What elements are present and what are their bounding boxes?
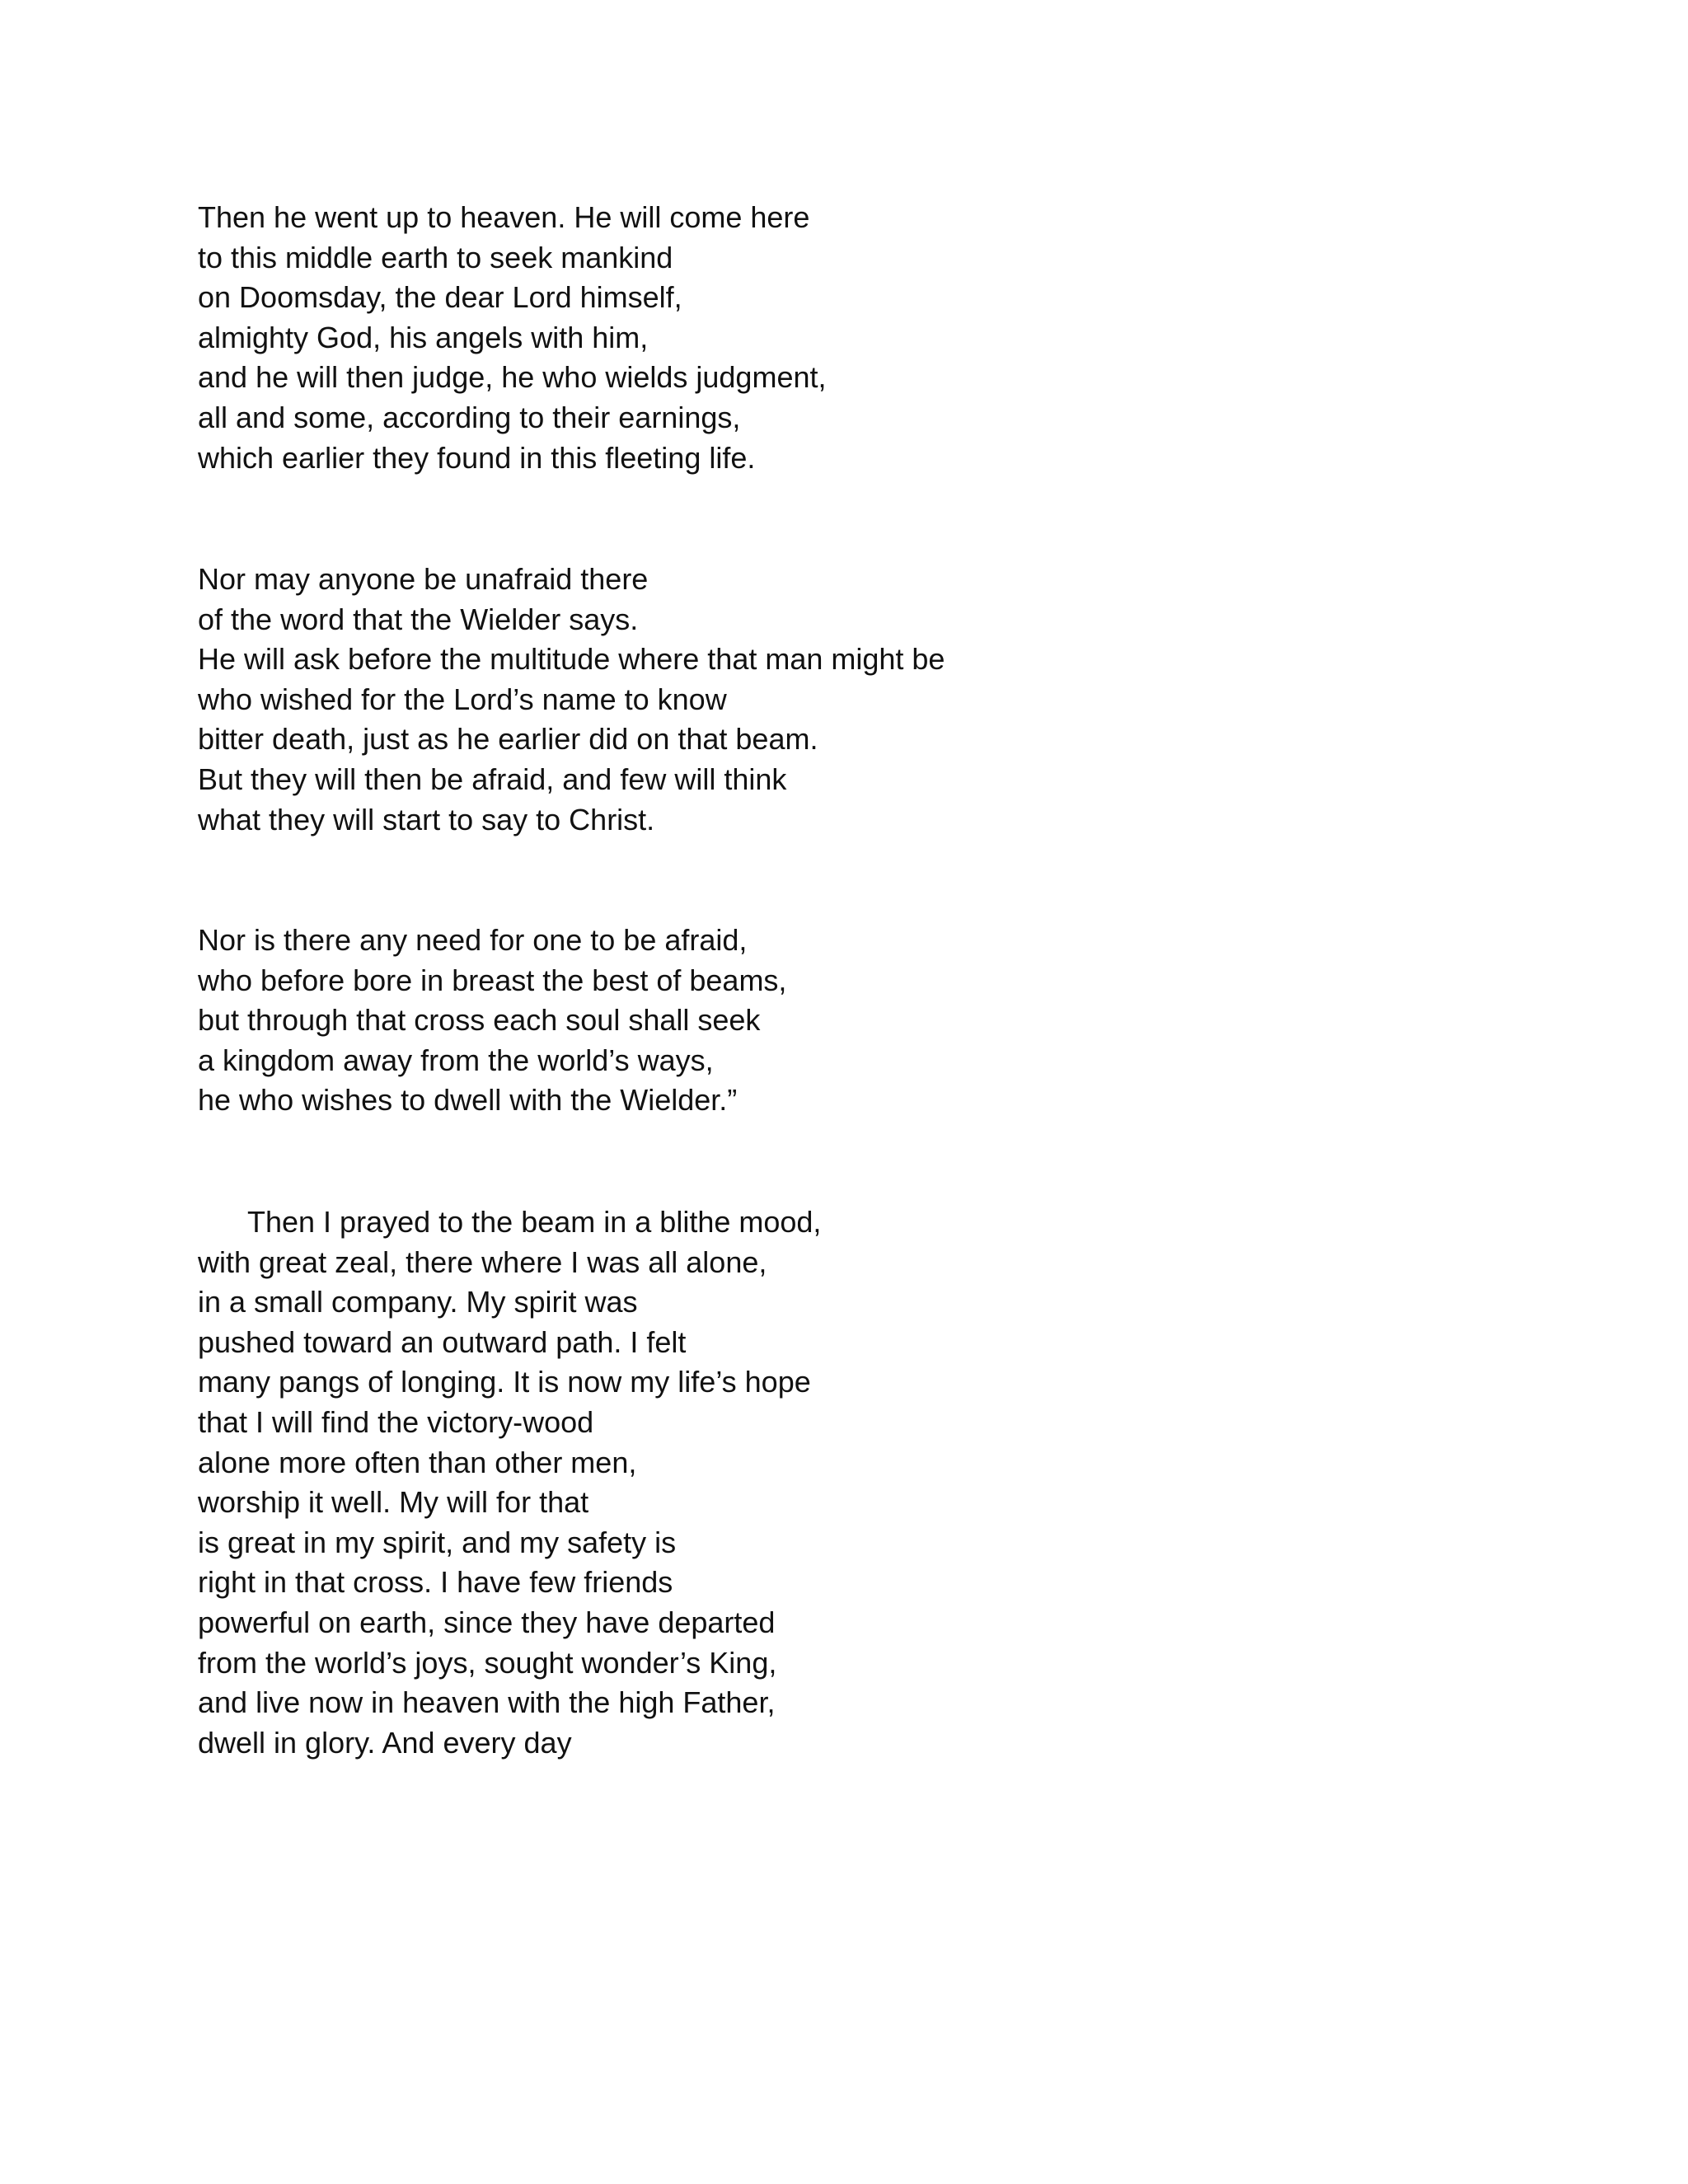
poem-line: pushed toward an outward path. I felt <box>198 1324 687 1359</box>
poem-line: who before bore in breast the best of beams, <box>198 963 787 997</box>
poem-line: many pangs of longing. It is now my life’s hope <box>198 1365 811 1399</box>
poem-line: that I will find the victory-wood <box>198 1404 594 1439</box>
poem-line: and he will then judge, he who wields judgment, <box>198 360 827 395</box>
poem-line: powerful on earth, since they have departed <box>198 1605 776 1639</box>
poem-line-indented: Then I prayed to the beam in a blithe mood, <box>247 1205 822 1239</box>
poem-line: worship it well. My will for that <box>198 1485 589 1520</box>
poem-line: but through that cross each soul shall seek <box>198 1003 761 1038</box>
poem-line: from the world’s joys, sought wonder’s King, <box>198 1645 777 1680</box>
poem-line: Nor may anyone be unafraid there <box>198 562 649 596</box>
stanza-1 <box>198 198 827 478</box>
poem-line: in a small company. My spirit was <box>198 1285 638 1319</box>
poem-line: and live now in heaven with the high Father, <box>198 1685 776 1720</box>
poem-line: alone more often than other men, <box>198 1445 637 1479</box>
stanza-2 <box>198 560 945 840</box>
poem-line: he who wishes to dwell with the Wielder.” <box>198 1083 738 1118</box>
poem-line: on Doomsday, the dear Lord himself, <box>198 280 682 315</box>
poem-line: Then he went up to heaven. He will come here <box>198 200 810 234</box>
poem-line: But they will then be afraid, and few will think <box>198 762 787 796</box>
stanza-3 <box>198 921 786 1121</box>
poem-line: a kingdom away from the world’s ways, <box>198 1043 714 1077</box>
poem-line: dwell in glory. And every day <box>198 1725 572 1760</box>
poem-line: to this middle earth to seek mankind <box>198 240 673 274</box>
poem-line: all and some, according to their earnings, <box>198 400 741 434</box>
poem-line: of the word that the Wielder says. <box>198 602 639 636</box>
stanza-4 <box>198 1202 821 1763</box>
poem-line: with great zeal, there where I was all alone, <box>198 1244 767 1279</box>
poem-line: what they will start to say to Christ. <box>198 802 655 837</box>
poem-line: which earlier they found in this fleeting life. <box>198 440 756 475</box>
poem-line: bitter death, just as he earlier did on that beam. <box>198 722 818 757</box>
poem-line: is great in my spirit, and my safety is <box>198 1525 677 1559</box>
poem-line: right in that cross. I have few friends <box>198 1565 673 1600</box>
poem-line: who wished for the Lord’s name to know <box>198 682 727 716</box>
poem-line: Nor is there any need for one to be afraid, <box>198 923 748 957</box>
poem-line: almighty God, his angels with him, <box>198 320 649 354</box>
poem-line: He will ask before the multitude where that man might be <box>198 642 945 677</box>
